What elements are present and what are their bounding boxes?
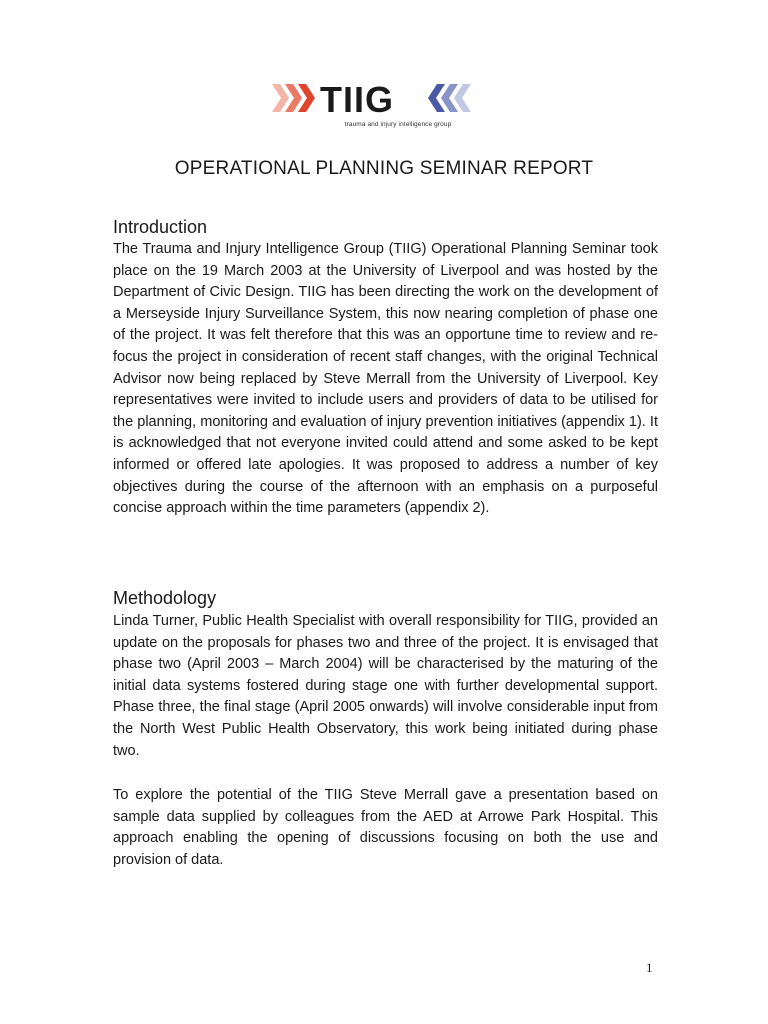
tiig-logo xyxy=(270,74,490,136)
page-title: OPERATIONAL PLANNING SEMINAR REPORT xyxy=(174,158,594,179)
introduction-heading: Introduction xyxy=(113,217,208,237)
chevron-right-3-icon xyxy=(454,84,471,112)
logo-tagline: trauma and injury intelligence group xyxy=(344,121,452,128)
introduction-paragraph: The Trauma and Injury Intelligence Group (TIIG) Operational Planning Seminar took place on the 19 March 2003 at the University of Liverpool and was hosted by the Department of Civic Design. TIIG has been directing the work on the development of a Merseyside Injury Surveillance System, this now nearing completion of phase one of the project. It was felt therefore that this was an opportune time to review and re-focus the project in consideration of recent staff changes, with the original Technical Advisor now being replaced by Steve Merrall from the University of Liverpool. Key representatives were invited to include users and providers of data to be utilised for the planning, monitoring and evaluation of injury prevention initiatives (appendix 1). It is acknowledged that not everyone invited could attend and some asked to be kept informed or offered late apologies. It was proposed to address a number of key objectives during the course of the afternoon with an emphasis on a purposeful concise approach within the time parameters (appendix 2). xyxy=(113,241,658,517)
logo-wordmark: TIIG xyxy=(320,79,394,120)
methodology-paragraph: Linda Turner, Public Health Specialist with overall responsibility for TIIG, provided an update on the proposals for phases two and three of the project. It is envisaged that phase two (April 2003 – March 2004) will be characterised by the maturing of the initial data systems fostered during stage one with further developmental support. Phase three, the final stage (April 2005 onwards) will involve considerable input from the North West Public Health Observatory, this work being initiated during phase two. xyxy=(113,613,658,759)
methodology-paragraph-2: To explore the potential of the TIIG Steve Merrall gave a presentation based on sample data supplied by colleagues from the AED at Arrowe Park Hospital. This approach enabling the opening of discussions focusing on both the use and provision of data. xyxy=(113,787,658,868)
methodology-heading: Methodology xyxy=(113,588,217,608)
chevron-left-1-icon xyxy=(272,84,289,112)
tiig-logo-graphic xyxy=(270,74,490,120)
page-number: 1 xyxy=(646,960,653,975)
